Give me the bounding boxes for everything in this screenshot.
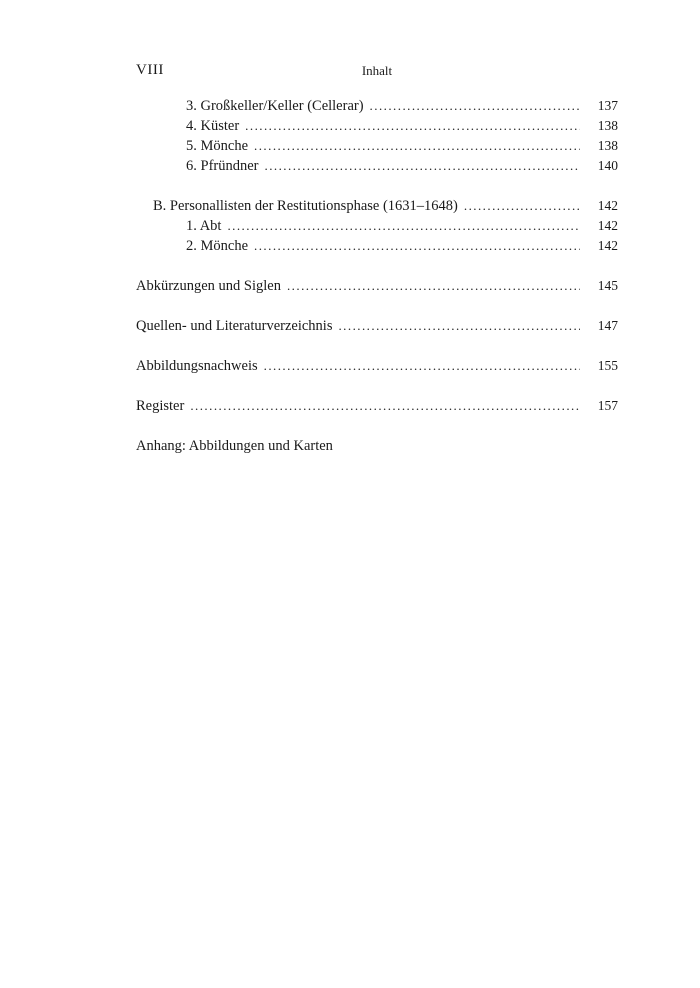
- toc-entry-moenche[interactable]: [136, 136, 618, 156]
- toc-entry-label: 1. Abt: [186, 218, 222, 234]
- toc-entry-quellen[interactable]: [136, 316, 618, 336]
- toc-entry-label: Register: [136, 398, 185, 414]
- toc-entry-label: Quellen- und Literaturverzeichnis: [136, 318, 333, 334]
- dot-leader: [370, 96, 580, 116]
- toc-entry-label: Anhang: Abbildungen und Karten: [136, 438, 333, 454]
- toc-entry-abt[interactable]: [136, 216, 618, 236]
- dot-leader: [265, 156, 581, 176]
- dot-leader: [338, 316, 580, 336]
- dot-leader: [464, 196, 580, 216]
- toc-entry-page: 147: [597, 318, 618, 333]
- dot-leader: [264, 356, 580, 376]
- toc-entry-register[interactable]: [136, 396, 618, 416]
- toc-entry-label: 4. Küster: [186, 118, 240, 134]
- toc-entry-grosskeller[interactable]: [136, 96, 618, 116]
- toc-entry-page: 140: [597, 158, 618, 173]
- toc-entry-label: 2. Mönche: [186, 238, 249, 254]
- toc-entry-page: 137: [597, 98, 618, 113]
- toc-entry-label: Abbildungsnachweis: [136, 358, 258, 374]
- page-number: VIII: [136, 62, 164, 78]
- toc-entry-page: 138: [597, 138, 618, 153]
- running-title: Inhalt: [361, 63, 393, 78]
- toc-entry-abbildungsnachweis[interactable]: [136, 356, 618, 376]
- dot-leader: [190, 396, 580, 416]
- toc-entry-page: 142: [597, 238, 618, 253]
- table-of-contents: [136, 96, 618, 456]
- toc-entry-page: 155: [597, 358, 618, 373]
- toc-entry-page: 145: [597, 278, 618, 293]
- dot-leader: [245, 116, 580, 136]
- toc-entry-page: 157: [597, 398, 618, 413]
- toc-entry-label: 6. Pfründner: [186, 158, 259, 174]
- dot-leader: [227, 216, 580, 236]
- dot-leader: [254, 136, 580, 156]
- toc-entry-kuester[interactable]: [136, 116, 618, 136]
- toc-entry-page: 142: [597, 198, 618, 213]
- toc-entry-label: 3. Großkeller/Keller (Cellerar): [186, 98, 364, 114]
- toc-entry-personallisten[interactable]: [136, 196, 618, 216]
- toc-entry-pfruendner[interactable]: [136, 156, 618, 176]
- toc-entry-label: B. Personallisten der Restitutionsphase (1631–1648): [153, 198, 458, 214]
- dot-leader: [254, 236, 580, 256]
- toc-entry-moenche-restitution[interactable]: [136, 236, 618, 256]
- toc-entry-label: 5. Mönche: [186, 138, 249, 154]
- toc-entry-page: 142: [597, 218, 618, 233]
- toc-entry-abkuerzungen[interactable]: [136, 276, 618, 296]
- running-head: [136, 62, 618, 82]
- toc-entry-label: Abkürzungen und Siglen: [136, 278, 281, 294]
- toc-entry-anhang[interactable]: [136, 436, 618, 456]
- toc-entry-page: 138: [597, 118, 618, 133]
- dot-leader: [287, 276, 580, 296]
